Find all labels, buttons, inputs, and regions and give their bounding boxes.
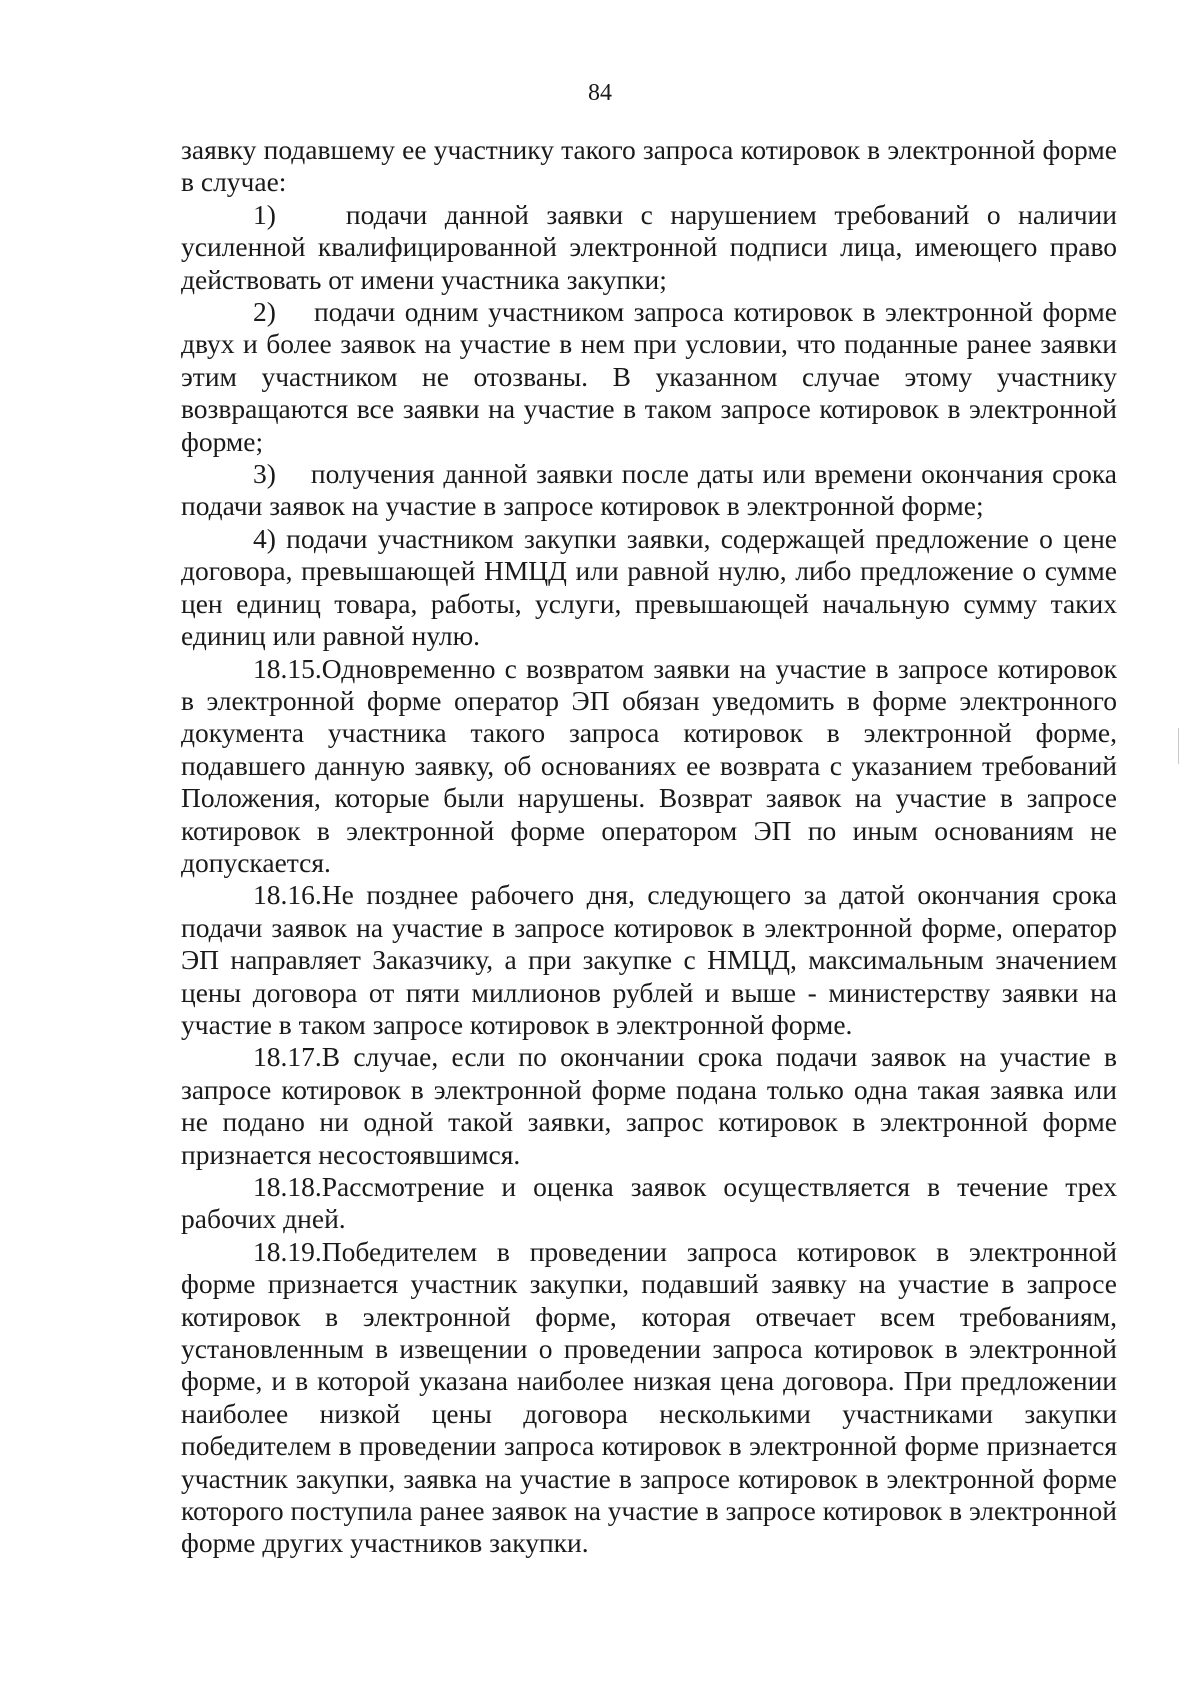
paragraph-item-2: 2) подачи одним участником запроса котировок в электронной форме двух и более заявок на участие в нем при условии, что поданные ранее заявки этим участником не отозваны. В указанном случае этому участнику возвращаются все заявки на участие в таком запросе котировок в электронной форме; [181, 296, 1117, 457]
paragraph-18-17: 18.17.В случае, если по окончании срока подачи заявок на участие в запросе котировок в электронной форме подана только одна такая заявка или не подано ни одной такой заявки, запрос котировок в электронной форме признается несостоявшимся. [181, 1041, 1117, 1170]
page-number: 84 [588, 80, 612, 106]
paragraph-18-19: 18.19.Победителем в проведении запроса котировок в электронной форме признается участник закупки, подавший заявку на участие в запросе котировок в электронной форме, которая отвечает всем требованиям, установленным в извещении о проведении запроса котировок в электронной форме, и в которой указана наиболее низкая цена договора. При предложении наиболее низкой цены договора несколькими участниками закупки победителем в проведении запроса котировок в электронной форме признается участник закупки, заявка на участие в запросе котировок в электронной форме которого поступила ранее заявок на участие в запросе котировок в электронной форме других участников закупки. [181, 1235, 1117, 1559]
paragraph-item-3: 3) получения данной заявки после даты или времени окончания срока подачи заявок на участие в запросе котировок в электронной форме; [181, 458, 1117, 522]
paragraph-18-15: 18.15.Одновременно с возвратом заявки на участие в запросе котировок в электронной форме оператор ЭП обязан уведомить в форме электронного документа участника такого запроса котировок в электронной форме, подавшего данную заявку, об основаниях ее возврата с указанием требований Положения, которые были нарушены. Возврат заявок на участие в запросе котировок в электронной форме оператором ЭП по иным основаниям не допускается. [181, 652, 1117, 878]
paragraph-18-16: 18.16.Не позднее рабочего дня, следующего за датой окончания срока подачи заявок на участие в запросе котировок в электронной форме, оператор ЭП направляет Заказчику, а при закупке с НМЦД, максимальным значением цены договора от пяти миллионов рублей и выше - министерству заявки на участие в таком запросе котировок в электронной форме. [181, 879, 1117, 1040]
paragraph-item-4: 4) подачи участником закупки заявки, содержащей предложение о цене договора, превышающей НМЦД или равной нулю, либо предложение о сумме цен единиц товара, работы, услуги, превышающей начальную сумму таких единиц или равной нулю. [181, 522, 1117, 652]
document-body [181, 134, 1117, 1560]
paragraph-continuation: заявку подавшему ее участнику такого запроса котировок в электронной форме в случае: [181, 134, 1117, 198]
paragraph-18-18: 18.18.Рассмотрение и оценка заявок осуществляется в течение трех рабочих дней. [181, 1171, 1117, 1235]
scan-margin-mark [1178, 728, 1179, 764]
paragraph-item-1: 1) подачи данной заявки с нарушением требований о наличии усиленной квалифицированной электронной подписи лица, имеющего право действовать от имени участника закупки; [181, 198, 1117, 295]
